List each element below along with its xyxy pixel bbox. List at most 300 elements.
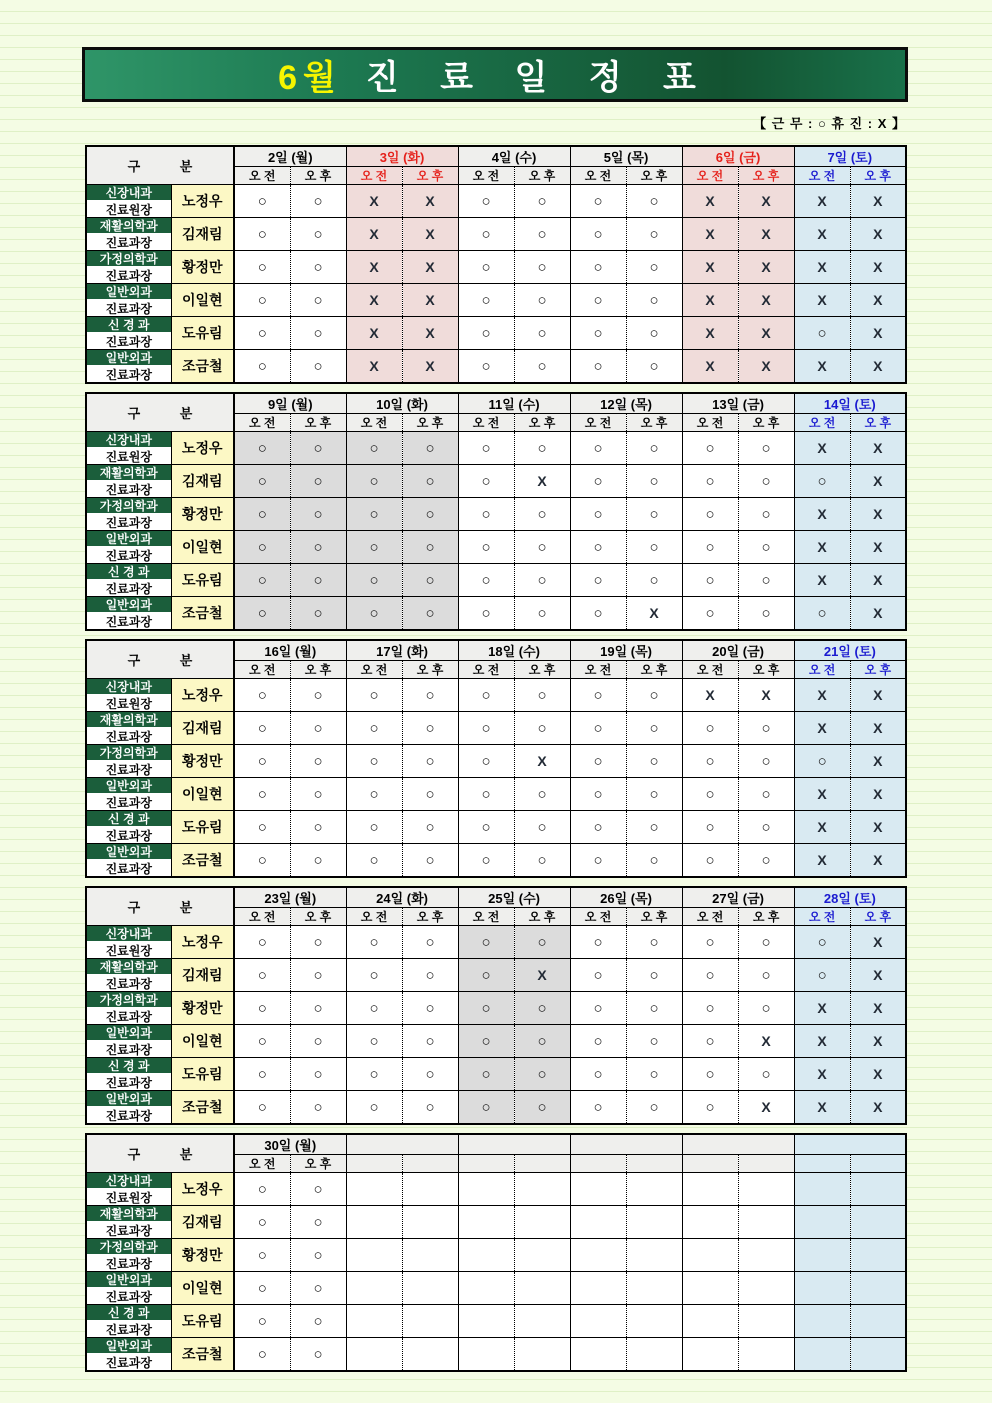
schedule-cell: ○ — [514, 811, 570, 844]
schedule-cell — [402, 1305, 458, 1338]
doctor-name: 황정만 — [171, 745, 234, 778]
dept-cell — [86, 284, 171, 317]
schedule-cell: X — [346, 185, 402, 218]
dept-title: 진료원장 — [87, 942, 171, 958]
schedule-cell: ○ — [458, 350, 514, 384]
day-header: 24일 (화) — [346, 887, 458, 908]
ampm-header: 오 전 — [794, 908, 850, 926]
schedule-cell: ○ — [346, 745, 402, 778]
schedule-cell: ○ — [346, 498, 402, 531]
schedule-cell: ○ — [626, 251, 682, 284]
doctor-name: 이일현 — [171, 778, 234, 811]
doctor-name: 김재림 — [171, 959, 234, 992]
schedule-cell — [682, 1272, 738, 1305]
schedule-cell — [514, 1206, 570, 1239]
dept-title: 진료과장 — [87, 333, 171, 349]
schedule-cell — [402, 1206, 458, 1239]
schedule-cell: ○ — [570, 185, 626, 218]
schedule-cell — [570, 1272, 626, 1305]
day-header: 11일 (수) — [458, 393, 570, 414]
schedule-cell: ○ — [514, 1091, 570, 1125]
dept-title: 진료과장 — [87, 860, 171, 876]
schedule-cell: ○ — [514, 679, 570, 712]
schedule-cell — [794, 1305, 850, 1338]
schedule-cell: X — [850, 926, 906, 959]
ampm-header: 오 후 — [626, 167, 682, 185]
schedule-cell: ○ — [626, 218, 682, 251]
schedule-cell: ○ — [682, 712, 738, 745]
schedule-cell: ○ — [514, 531, 570, 564]
schedule-cell — [458, 1239, 514, 1272]
dept-cell — [86, 1272, 171, 1305]
dept-cell — [86, 712, 171, 745]
schedule-cell: X — [850, 251, 906, 284]
day-header: 16일 (월) — [234, 640, 346, 661]
schedule-cell: ○ — [346, 959, 402, 992]
ampm-header: 오 전 — [234, 1155, 290, 1173]
schedule-cell: ○ — [234, 597, 290, 631]
day-header: 19일 (목) — [570, 640, 682, 661]
schedule-cell: X — [682, 185, 738, 218]
schedule-cell: X — [794, 679, 850, 712]
ampm-header: 오 후 — [626, 661, 682, 679]
schedule-cell: ○ — [346, 531, 402, 564]
schedule-cell — [514, 1338, 570, 1372]
ampm-header: 오 후 — [738, 167, 794, 185]
schedule-cell: ○ — [794, 317, 850, 350]
schedule-cell: ○ — [626, 1058, 682, 1091]
schedule-cell: X — [346, 284, 402, 317]
schedule-cell: X — [402, 218, 458, 251]
schedule-cell: ○ — [234, 811, 290, 844]
ampm-header: 오 전 — [682, 661, 738, 679]
schedule-cell: ○ — [626, 531, 682, 564]
schedule-cell: ○ — [514, 498, 570, 531]
schedule-cell: ○ — [458, 185, 514, 218]
schedule-cell: ○ — [290, 1305, 346, 1338]
ampm-header — [794, 1155, 850, 1173]
dept-title: 진료과장 — [87, 481, 171, 497]
dept-title: 진료과장 — [87, 728, 171, 744]
day-header: 18일 (수) — [458, 640, 570, 661]
schedule-cell: ○ — [626, 432, 682, 465]
schedule-cell — [346, 1206, 402, 1239]
dept-title: 진료원장 — [87, 1189, 171, 1205]
dept-name: 일반외과 — [87, 284, 171, 300]
schedule-cell: ○ — [346, 1025, 402, 1058]
dept-name: 일반외과 — [87, 350, 171, 366]
schedule-cell: ○ — [234, 926, 290, 959]
schedule-cell — [458, 1338, 514, 1372]
dept-cell — [86, 564, 171, 597]
schedule-cell: ○ — [290, 745, 346, 778]
dept-cell — [86, 317, 171, 350]
ampm-header: 오 전 — [794, 414, 850, 432]
schedule-cell: ○ — [514, 432, 570, 465]
week-schedule-table — [85, 1133, 907, 1372]
day-header: 20일 (금) — [682, 640, 794, 661]
schedule-cell: ○ — [570, 251, 626, 284]
schedule-cell: X — [346, 317, 402, 350]
schedule-cell: ○ — [738, 712, 794, 745]
schedule-cell: ○ — [290, 778, 346, 811]
schedule-cell: ○ — [458, 498, 514, 531]
schedule-cell: ○ — [682, 1025, 738, 1058]
week-schedule-table — [85, 145, 907, 384]
group-header: 구 분 — [86, 887, 234, 926]
ampm-header: 오 전 — [570, 167, 626, 185]
schedule-cell — [682, 1305, 738, 1338]
day-header: 30일 (월) — [234, 1134, 346, 1155]
schedule-cell: ○ — [234, 1173, 290, 1206]
schedule-cell: ○ — [570, 712, 626, 745]
schedule-cell: ○ — [290, 1025, 346, 1058]
schedule-cell: ○ — [514, 1025, 570, 1058]
schedule-cell: ○ — [682, 597, 738, 631]
ampm-header: 오 전 — [234, 414, 290, 432]
ampm-header — [850, 1155, 906, 1173]
ampm-header: 오 후 — [514, 661, 570, 679]
dept-cell — [86, 679, 171, 712]
dept-title: 진료과장 — [87, 267, 171, 283]
dept-title: 진료과장 — [87, 1354, 171, 1370]
schedule-cell: ○ — [570, 811, 626, 844]
dept-name: 가정의학과 — [87, 745, 171, 761]
ampm-header: 오 전 — [682, 414, 738, 432]
ampm-header: 오 후 — [402, 414, 458, 432]
dept-name: 신 경 과 — [87, 564, 171, 580]
day-header: 3일 (화) — [346, 146, 458, 167]
day-header: 25일 (수) — [458, 887, 570, 908]
schedule-cell — [458, 1206, 514, 1239]
title-text: 진 료 일 정 표 — [365, 59, 712, 97]
schedule-cell: ○ — [290, 811, 346, 844]
schedule-cell: ○ — [514, 712, 570, 745]
dept-cell — [86, 1058, 171, 1091]
schedule-cell: ○ — [514, 251, 570, 284]
schedule-cell: ○ — [346, 1058, 402, 1091]
schedule-cell: ○ — [682, 465, 738, 498]
ampm-header: 오 후 — [626, 414, 682, 432]
schedule-cell: X — [402, 350, 458, 384]
schedule-cell: ○ — [402, 597, 458, 631]
schedule-cell: ○ — [290, 218, 346, 251]
schedule-cell: ○ — [682, 992, 738, 1025]
dept-name: 일반외과 — [87, 1025, 171, 1041]
schedule-cell: ○ — [458, 745, 514, 778]
schedule-cell: ○ — [570, 926, 626, 959]
schedule-cell: X — [794, 531, 850, 564]
schedule-cell: ○ — [514, 1058, 570, 1091]
schedule-cell — [738, 1305, 794, 1338]
schedule-cell: ○ — [626, 564, 682, 597]
schedule-cell: ○ — [514, 844, 570, 878]
schedule-cell: ○ — [738, 1058, 794, 1091]
title-banner — [82, 47, 908, 102]
schedule-cell: ○ — [626, 992, 682, 1025]
ampm-header: 오 후 — [850, 167, 906, 185]
day-header: 6일 (금) — [682, 146, 794, 167]
schedule-cell: ○ — [738, 926, 794, 959]
dept-title: 진료과장 — [87, 1107, 171, 1123]
schedule-cell: ○ — [346, 926, 402, 959]
dept-name: 신장내과 — [87, 185, 171, 201]
schedule-cell — [794, 1239, 850, 1272]
schedule-cell: X — [794, 350, 850, 384]
schedule-cell: X — [850, 712, 906, 745]
schedule-cell: ○ — [570, 959, 626, 992]
schedule-cell: X — [682, 284, 738, 317]
schedule-cell: X — [514, 745, 570, 778]
schedule-cell: ○ — [346, 564, 402, 597]
schedule-cell: ○ — [402, 1058, 458, 1091]
ampm-header: 오 후 — [514, 414, 570, 432]
schedule-cell: ○ — [402, 531, 458, 564]
schedule-cell — [402, 1239, 458, 1272]
schedule-cell: ○ — [682, 531, 738, 564]
day-header: 2일 (월) — [234, 146, 346, 167]
schedule-cell: ○ — [290, 1338, 346, 1372]
schedule-cell: X — [682, 679, 738, 712]
dept-name: 신장내과 — [87, 926, 171, 942]
ampm-header: 오 후 — [290, 661, 346, 679]
schedule-cell: ○ — [738, 992, 794, 1025]
schedule-cell: X — [850, 432, 906, 465]
schedule-cell: ○ — [738, 498, 794, 531]
schedule-cell: ○ — [290, 1173, 346, 1206]
schedule-cell: ○ — [626, 778, 682, 811]
group-header: 구 분 — [86, 640, 234, 679]
schedule-cell: ○ — [290, 531, 346, 564]
schedule-cell: X — [794, 185, 850, 218]
group-header: 구 분 — [86, 393, 234, 432]
schedule-cell: X — [682, 218, 738, 251]
dept-title: 진료과장 — [87, 234, 171, 250]
ampm-header: 오 전 — [346, 414, 402, 432]
schedule-cell: ○ — [234, 1305, 290, 1338]
schedule-cell: ○ — [290, 597, 346, 631]
schedule-cell: X — [794, 284, 850, 317]
schedule-cell: ○ — [346, 712, 402, 745]
ampm-header — [626, 1155, 682, 1173]
ampm-header: 오 전 — [234, 661, 290, 679]
schedule-cell: ○ — [682, 844, 738, 878]
ampm-header: 오 전 — [234, 908, 290, 926]
ampm-header: 오 후 — [514, 908, 570, 926]
schedule-cell: ○ — [458, 284, 514, 317]
week-schedule-table — [85, 639, 907, 878]
dept-title: 진료과장 — [87, 1222, 171, 1238]
schedule-cell: ○ — [514, 564, 570, 597]
schedule-cell: ○ — [402, 1091, 458, 1125]
schedule-cell — [458, 1272, 514, 1305]
work-legend: 【 근 무 : ○ 휴 진 : X 】 — [753, 116, 906, 131]
schedule-cell: X — [794, 992, 850, 1025]
schedule-cell — [346, 1272, 402, 1305]
doctor-name: 이일현 — [171, 1272, 234, 1305]
schedule-cell: ○ — [402, 1025, 458, 1058]
schedule-cell — [346, 1305, 402, 1338]
schedule-cell: X — [738, 1025, 794, 1058]
schedule-cell: X — [794, 251, 850, 284]
ampm-header: 오 후 — [850, 908, 906, 926]
doctor-name: 황정만 — [171, 251, 234, 284]
doctor-name: 도유림 — [171, 1305, 234, 1338]
dept-cell — [86, 350, 171, 384]
ampm-header: 오 후 — [738, 414, 794, 432]
dept-name: 신 경 과 — [87, 811, 171, 827]
schedule-cell: ○ — [402, 465, 458, 498]
schedule-cell: ○ — [458, 1025, 514, 1058]
schedule-cell: ○ — [458, 317, 514, 350]
schedule-cell: ○ — [234, 844, 290, 878]
dept-title: 진료과장 — [87, 794, 171, 810]
schedule-cell — [346, 1239, 402, 1272]
schedule-cell: ○ — [458, 251, 514, 284]
day-header: 28일 (토) — [794, 887, 906, 908]
dept-cell — [86, 1025, 171, 1058]
schedule-cell — [850, 1305, 906, 1338]
dept-cell — [86, 745, 171, 778]
schedule-cell: ○ — [234, 712, 290, 745]
schedule-cell — [570, 1305, 626, 1338]
schedule-cell: X — [514, 465, 570, 498]
ampm-header: 오 전 — [346, 908, 402, 926]
schedule-cell — [626, 1338, 682, 1372]
day-header: 10일 (화) — [346, 393, 458, 414]
dept-name: 신장내과 — [87, 432, 171, 448]
schedule-cell: ○ — [570, 597, 626, 631]
ampm-header: 오 전 — [234, 167, 290, 185]
schedule-cell: ○ — [346, 1091, 402, 1125]
schedule-cell: ○ — [570, 992, 626, 1025]
schedule-cell — [738, 1239, 794, 1272]
dept-cell — [86, 844, 171, 878]
schedule-cell — [682, 1239, 738, 1272]
schedule-cell: X — [682, 317, 738, 350]
doctor-name: 노정우 — [171, 432, 234, 465]
dept-name: 신장내과 — [87, 679, 171, 695]
schedule-cell: X — [738, 185, 794, 218]
schedule-cell — [626, 1173, 682, 1206]
schedule-cell: ○ — [682, 745, 738, 778]
dept-name: 재활의학과 — [87, 1206, 171, 1222]
schedule-cell: X — [738, 1091, 794, 1125]
schedule-cell — [794, 1206, 850, 1239]
schedule-cell: X — [850, 679, 906, 712]
week-schedule-table — [85, 392, 907, 631]
schedule-cell: ○ — [234, 317, 290, 350]
schedule-cell: ○ — [402, 679, 458, 712]
schedule-cell: ○ — [794, 465, 850, 498]
schedule-cell: ○ — [290, 1058, 346, 1091]
dept-title: 진료과장 — [87, 613, 171, 629]
ampm-header — [402, 1155, 458, 1173]
schedule-cell: ○ — [570, 564, 626, 597]
schedule-cell: ○ — [234, 564, 290, 597]
schedule-cell: ○ — [570, 1058, 626, 1091]
schedule-cell: ○ — [682, 959, 738, 992]
schedule-cell: ○ — [290, 1239, 346, 1272]
dept-name: 일반외과 — [87, 531, 171, 547]
dept-cell — [86, 992, 171, 1025]
dept-cell — [86, 926, 171, 959]
dept-title: 진료과장 — [87, 366, 171, 382]
schedule-cell — [346, 1338, 402, 1372]
schedule-cell: X — [794, 712, 850, 745]
schedule-cell: ○ — [514, 992, 570, 1025]
ampm-header: 오 전 — [458, 661, 514, 679]
schedule-cell: ○ — [346, 679, 402, 712]
doctor-name: 노정우 — [171, 679, 234, 712]
schedule-cell: ○ — [570, 218, 626, 251]
schedule-cell — [850, 1272, 906, 1305]
schedule-cell — [850, 1239, 906, 1272]
schedule-cell: ○ — [458, 844, 514, 878]
schedule-cell: X — [850, 1058, 906, 1091]
schedule-cell — [682, 1338, 738, 1372]
schedule-cell: X — [850, 1091, 906, 1125]
dept-cell — [86, 531, 171, 564]
doctor-name: 도유림 — [171, 811, 234, 844]
schedule-cell: ○ — [514, 317, 570, 350]
ampm-header: 오 후 — [514, 167, 570, 185]
schedule-cell: ○ — [234, 1058, 290, 1091]
dept-name: 재활의학과 — [87, 712, 171, 728]
ampm-header: 오 후 — [402, 908, 458, 926]
doctor-name: 조금철 — [171, 597, 234, 631]
schedule-cell: ○ — [458, 432, 514, 465]
schedule-cell: X — [738, 317, 794, 350]
schedule-cell: ○ — [234, 498, 290, 531]
schedule-cell — [682, 1173, 738, 1206]
dept-name: 일반외과 — [87, 1338, 171, 1354]
schedule-cell: X — [346, 218, 402, 251]
schedule-cell: ○ — [514, 778, 570, 811]
schedule-cell: ○ — [234, 1025, 290, 1058]
schedule-cell: ○ — [626, 185, 682, 218]
schedule-cell — [514, 1272, 570, 1305]
dept-title: 진료과장 — [87, 300, 171, 316]
schedule-cell: ○ — [738, 564, 794, 597]
ampm-header — [738, 1155, 794, 1173]
dept-name: 신 경 과 — [87, 1305, 171, 1321]
dept-title: 진료과장 — [87, 1321, 171, 1337]
group-header: 구 분 — [86, 146, 234, 185]
schedule-cell: X — [850, 284, 906, 317]
ampm-header — [514, 1155, 570, 1173]
day-header: 23일 (월) — [234, 887, 346, 908]
dept-name: 재활의학과 — [87, 959, 171, 975]
schedule-cell: ○ — [402, 992, 458, 1025]
schedule-cell — [570, 1206, 626, 1239]
schedule-cell: X — [738, 218, 794, 251]
group-header: 구 분 — [86, 1134, 234, 1173]
schedule-cell: ○ — [234, 679, 290, 712]
dept-name: 가정의학과 — [87, 251, 171, 267]
dept-title: 진료원장 — [87, 695, 171, 711]
dept-cell — [86, 218, 171, 251]
day-header: 17일 (화) — [346, 640, 458, 661]
ampm-header: 오 전 — [346, 167, 402, 185]
schedule-cell — [402, 1338, 458, 1372]
dept-title: 진료과장 — [87, 1074, 171, 1090]
schedule-cell — [682, 1206, 738, 1239]
ampm-header: 오 후 — [290, 1155, 346, 1173]
day-header — [682, 1134, 794, 1155]
ampm-header: 오 전 — [682, 908, 738, 926]
schedule-cell: ○ — [290, 844, 346, 878]
